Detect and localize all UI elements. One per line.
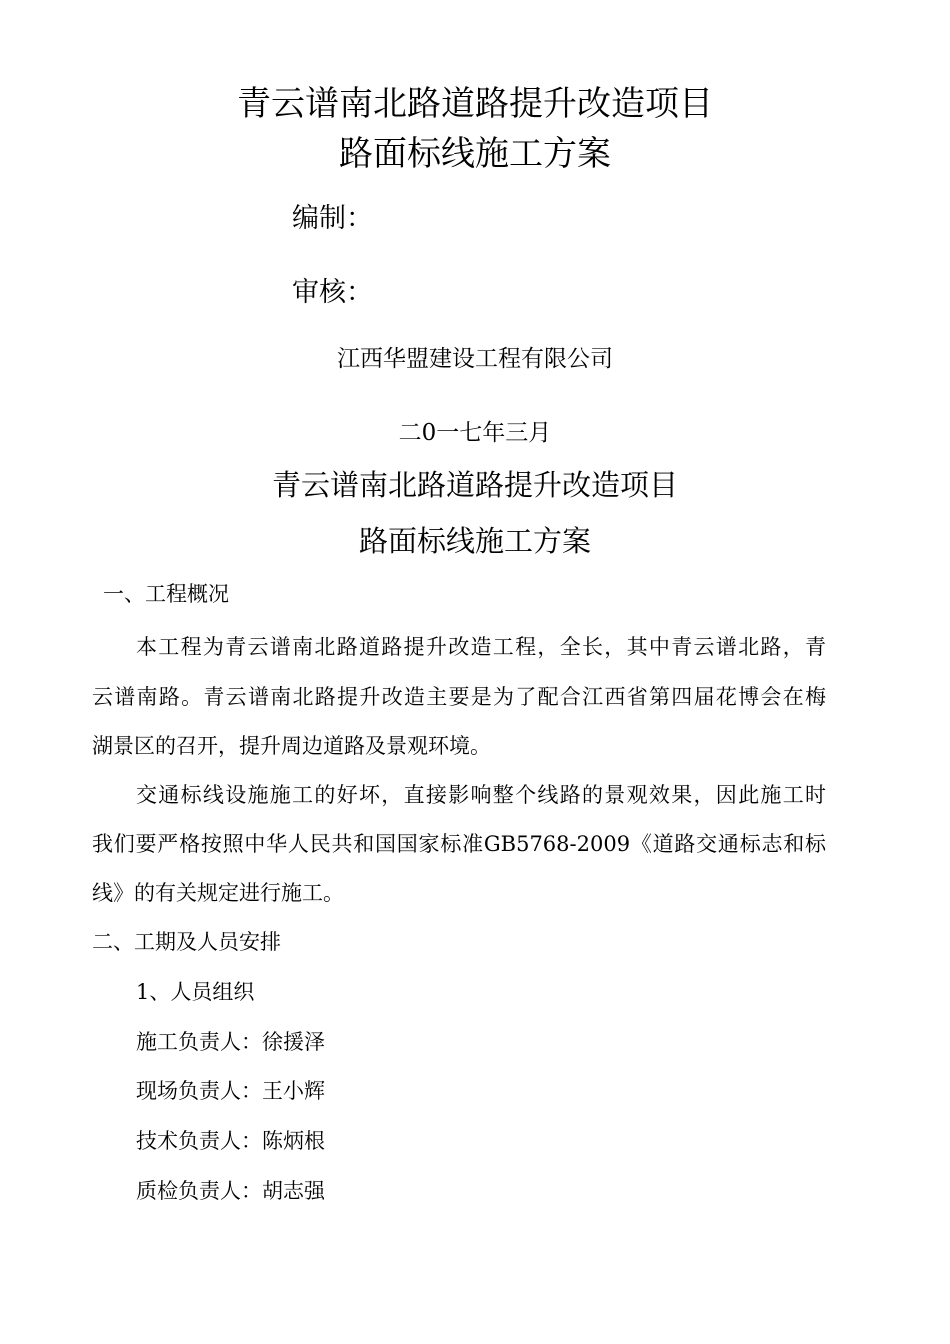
overview-para2-line3: 线》的有关规定进行施工。	[92, 881, 344, 905]
staff-quality-lead: 质检负责人：胡志强	[136, 1179, 325, 1203]
overview-para2-line1: 交通标线设施施工的好坏，直接影响整个线路的景观效果，因此施工时	[136, 783, 826, 807]
subheading-staff-organization: 1、人员组织	[136, 980, 255, 1004]
cover-title: 青云谱南北路道路提升改造项目	[237, 84, 713, 124]
reviewer-label: 审核：	[292, 277, 373, 308]
staff-technical-lead: 技术负责人：陈炳根	[136, 1129, 325, 1153]
cover-subtitle: 路面标线施工方案	[339, 134, 611, 174]
body-title-line2: 路面标线施工方案	[358, 524, 591, 558]
staff-site-lead: 现场负责人：王小辉	[136, 1079, 325, 1103]
document-date: 二0一七年三月	[398, 420, 552, 446]
overview-para2-line2: 我们要严格按照中华人民共和国国家标准GB5768-2009《道路交通标志和标	[92, 832, 826, 856]
overview-para1-line3: 湖景区的召开，提升周边道路及景观环境。	[92, 734, 491, 758]
overview-para1-line1: 本工程为青云谱南北路道路提升改造工程，全长，其中青云谱北路，青	[136, 635, 826, 659]
compiler-label: 编制：	[292, 203, 373, 234]
section-heading-schedule: 二、工期及人员安排	[92, 930, 281, 954]
overview-para1-line2: 云谱南路。青云谱南北路提升改造主要是为了配合江西省第四届花博会在梅	[92, 685, 826, 709]
section-heading-overview: 一、工程概况	[103, 582, 229, 606]
body-title-line1: 青云谱南北路道路提升改造项目	[271, 468, 678, 502]
staff-construction-lead: 施工负责人：徐援泽	[136, 1030, 325, 1054]
company-name: 江西华盟建设工程有限公司	[337, 346, 613, 372]
